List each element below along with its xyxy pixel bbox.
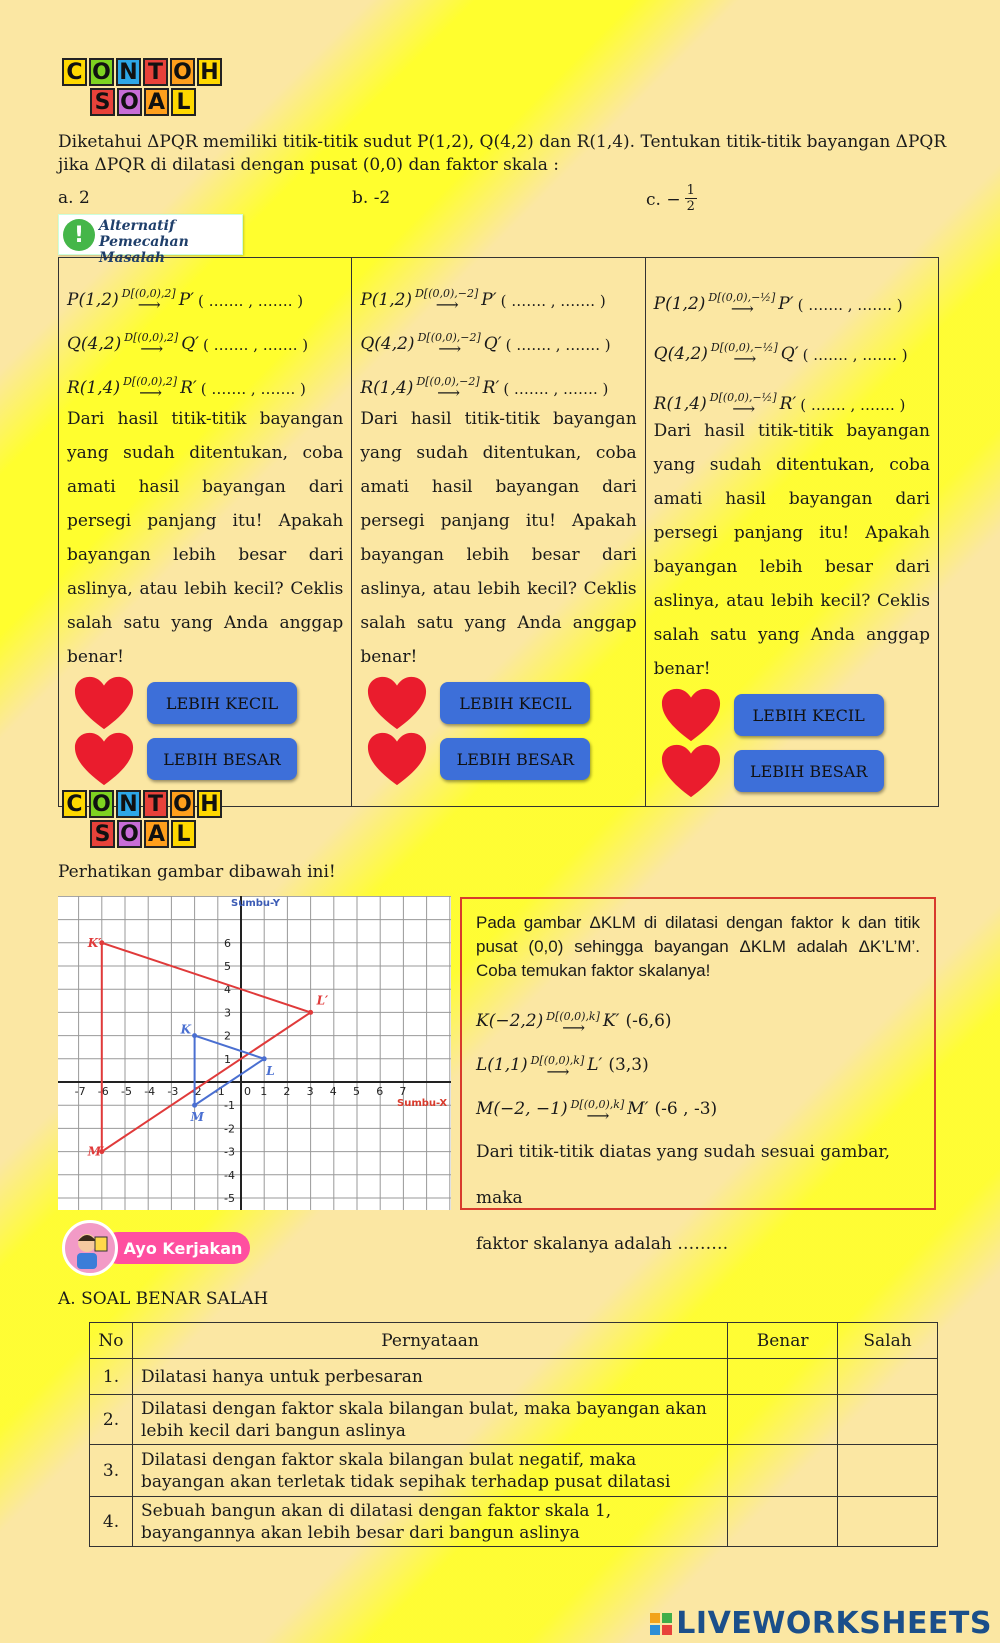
- option-a: a. 2: [58, 188, 90, 208]
- logo-tile: H: [197, 58, 222, 86]
- answer-blank[interactable]: ( ……. , ……. ): [200, 380, 306, 398]
- problem-1-text: [58, 131, 948, 177]
- mapping-row: [360, 266, 636, 314]
- lebih-kecil-button[interactable]: LEBIH KECIL: [147, 682, 297, 724]
- dilation-label: D[(0,0),−½]: [710, 341, 778, 354]
- lebih-besar-button[interactable]: LEBIH BESAR: [440, 738, 590, 780]
- answer-blank[interactable]: ( ……. , ……. ): [802, 346, 908, 364]
- mapping-row: [653, 266, 930, 318]
- option-c-prefix: c. −: [646, 190, 681, 210]
- instruction-paragraph: Dari hasil titik-titik bayangan yang sudah ditentukan, coba amati hasil bayangan dari persegi panjang itu! Apakah bayangan lebih besar dari aslinya, atau lebih kecil? Ceklis salah satu yang Anda anggap benar!: [360, 409, 637, 667]
- problem-2-tail: [476, 1129, 920, 1267]
- original-vertex: [262, 1056, 267, 1061]
- choice-bigger[interactable]: [67, 736, 343, 786]
- heart-icon: [73, 674, 135, 732]
- x-tick-label: 4: [329, 1085, 337, 1098]
- point-label-m: M: [190, 1110, 204, 1125]
- x-tick-label: 5: [353, 1085, 360, 1098]
- point-label-l-prime: L′: [316, 993, 329, 1008]
- image-value: (-6,6): [625, 1011, 672, 1031]
- dilation-label: D[(0,0),k]: [546, 1010, 600, 1023]
- logo-tile: O: [117, 820, 142, 848]
- fraction-numerator: 1: [686, 183, 695, 198]
- logo-tile: H: [197, 790, 222, 818]
- x-tick-label: 3: [306, 1085, 314, 1098]
- choice-smaller[interactable]: [360, 680, 636, 730]
- problem-2-intro: Perhatikan gambar dibawah ini!: [58, 862, 336, 882]
- salah-cell[interactable]: [838, 1359, 938, 1395]
- heart-icon: [660, 686, 722, 744]
- problem-2-box: [460, 897, 936, 1254]
- dilation-arrow: D[(0,0),2] ⟶: [123, 375, 178, 402]
- dilation-label: D[(0,0),−2]: [415, 287, 479, 300]
- y-tick-label: 6: [224, 936, 231, 950]
- alternatif-badge: [58, 214, 243, 266]
- mapping-row: [360, 310, 636, 358]
- mapping-row: [653, 364, 930, 418]
- fraction-denominator: 2: [686, 199, 695, 214]
- table-row: [90, 1359, 938, 1395]
- dilation-arrow: D[(0,0),2] ⟶: [121, 287, 176, 314]
- row-statement: Sebuah bangun akan di dilatasi dengan faktor skala 1, bayangannya akan lebih besar dari bangun aslinya: [132, 1497, 727, 1547]
- mapping-row: [360, 354, 636, 402]
- lebih-kecil-button[interactable]: LEBIH KECIL: [440, 682, 590, 724]
- logo-tile: S: [90, 820, 115, 848]
- choice-smaller[interactable]: [67, 680, 343, 730]
- source-point: P(1,2): [653, 294, 706, 314]
- dilation-arrow: D[(0,0),−½] ⟶: [710, 341, 778, 368]
- y-tick-label: 4: [224, 983, 231, 997]
- row-number: 1.: [90, 1359, 133, 1395]
- answer-blank[interactable]: ( ……. , ……. ): [500, 292, 606, 310]
- x-axis-label: Sumbu-X: [397, 1098, 448, 1109]
- exclamation-icon: !: [63, 219, 95, 251]
- image-point: R′: [180, 378, 197, 398]
- logo-tile: C: [62, 58, 87, 86]
- point-label-k-prime: K′: [87, 935, 102, 950]
- contoh-soal-logo: [62, 58, 232, 124]
- heart-icon: [366, 730, 428, 788]
- dilation-arrow: D[(0,0),k] ⟶: [546, 1010, 600, 1037]
- row-number: 2.: [90, 1395, 133, 1445]
- answer-blank[interactable]: ( ……. , ……. ): [198, 292, 304, 310]
- image-point: P′: [778, 294, 794, 314]
- y-tick-label: -1: [224, 1099, 235, 1113]
- image-point: P′: [178, 290, 195, 310]
- benar-cell[interactable]: [728, 1359, 838, 1395]
- dilation-arrow: D[(0,0),−2] ⟶: [416, 375, 480, 402]
- student-illustration: [65, 1223, 115, 1273]
- mapping-row: [476, 1077, 920, 1125]
- y-tick-label: -2: [224, 1122, 235, 1136]
- lebih-besar-button[interactable]: LEBIH BESAR: [147, 738, 297, 780]
- answer-blank[interactable]: ( ……. , ……. ): [203, 336, 309, 354]
- y-tick-label: 3: [224, 1006, 231, 1020]
- heart-icon: [660, 742, 722, 800]
- logo-tile: T: [143, 790, 168, 818]
- dilation-arrow: D[(0,0),−2] ⟶: [417, 331, 481, 358]
- header-benar: Benar: [728, 1323, 838, 1359]
- alternatif-line-2: Pemecahan Masalah: [99, 234, 189, 266]
- solution-column-a: [59, 258, 352, 807]
- ayo-kerjakan-label: Ayo Kerjakan: [102, 1232, 250, 1264]
- source-point: Q(4,2): [653, 344, 708, 364]
- benar-cell[interactable]: [728, 1445, 838, 1497]
- source-point: M(−2, −1): [476, 1099, 568, 1119]
- original-vertex: [192, 1033, 197, 1038]
- y-axis-label: Sumbu-Y: [231, 898, 280, 909]
- x-tick-label: -4: [144, 1085, 156, 1098]
- mapping-row: [67, 266, 343, 314]
- row-number: 3.: [90, 1445, 133, 1497]
- problem-1-line-2: jika ΔPQR di dilatasi dengan pusat (0,0) dan faktor skala :: [58, 155, 560, 175]
- section-a-title: A. SOAL BENAR SALAH: [58, 1289, 269, 1309]
- dilation-label: D[(0,0),2]: [121, 287, 176, 300]
- image-vertex: [308, 1010, 313, 1015]
- dilation-label: D[(0,0),k]: [530, 1054, 585, 1067]
- source-point: Q(4,2): [360, 334, 415, 354]
- salah-cell[interactable]: [838, 1497, 938, 1547]
- dilation-arrow: D[(0,0),2] ⟶: [124, 331, 179, 358]
- source-point: R(1,4): [67, 378, 121, 398]
- salah-cell[interactable]: [838, 1395, 938, 1445]
- benar-cell[interactable]: [728, 1395, 838, 1445]
- dilation-arrow: D[(0,0),k] ⟶: [530, 1054, 585, 1081]
- image-point: Q′: [483, 334, 502, 354]
- logo-tile: L: [171, 88, 196, 116]
- header-salah: Salah: [838, 1323, 938, 1359]
- logo-tile: S: [90, 88, 115, 116]
- header-no: No: [90, 1323, 133, 1359]
- logo-tile: O: [89, 58, 114, 86]
- coordinate-graph: [58, 896, 451, 1210]
- logo-tile: T: [143, 58, 168, 86]
- image-point: M′: [627, 1099, 649, 1119]
- dilation-label: D[(0,0),k]: [570, 1098, 625, 1111]
- answer-blank[interactable]: ( ……. , ……. ): [505, 336, 611, 354]
- image-point: K′: [602, 1011, 620, 1031]
- y-tick-label: 2: [224, 1029, 231, 1043]
- ayo-kerjakan-badge: [62, 1220, 252, 1276]
- logo-tile: O: [89, 790, 114, 818]
- dilation-arrow: D[(0,0),−2] ⟶: [415, 287, 479, 314]
- instruction-paragraph: Dari hasil titik-titik bayangan yang sudah ditentukan, coba amati hasil bayangan dari persegi panjang itu! Apakah bayangan lebih besar dari aslinya, atau lebih kecil? Ceklis salah satu yang Anda anggap benar!: [653, 421, 930, 679]
- contoh-soal-logo: [62, 790, 232, 856]
- option-b: b. -2: [352, 188, 391, 208]
- logo-tile: A: [144, 820, 169, 848]
- logo-tile: L: [171, 820, 196, 848]
- choice-bigger[interactable]: [654, 748, 930, 798]
- dilation-arrow: D[(0,0),k] ⟶: [570, 1098, 625, 1125]
- x-tick-label: 7: [399, 1085, 407, 1098]
- logo-tile: C: [62, 790, 87, 818]
- x-tick-label: -7: [74, 1085, 86, 1098]
- source-point: P(1,2): [67, 290, 119, 310]
- true-false-table: [89, 1322, 938, 1547]
- point-label-m-prime: M′: [87, 1144, 105, 1159]
- alternatif-line-1: Alternatif: [99, 218, 175, 234]
- point-label-l: L: [266, 1063, 275, 1078]
- table-header-row: [90, 1323, 938, 1359]
- image-point: L′: [587, 1055, 603, 1075]
- logo-tile: O: [170, 58, 195, 86]
- solution-column-b: [352, 258, 645, 807]
- x-tick-label: 2: [283, 1085, 291, 1098]
- heart-icon: [366, 674, 428, 732]
- source-point: Q(4,2): [67, 334, 122, 354]
- lebih-besar-button[interactable]: LEBIH BESAR: [734, 750, 884, 792]
- source-point: L(1,1): [476, 1055, 528, 1075]
- x-tick-label: -3: [167, 1085, 179, 1098]
- logo-tile: N: [116, 790, 141, 818]
- x-tick-label: 0: [244, 1085, 251, 1098]
- y-tick-label: 5: [224, 960, 231, 973]
- x-tick-label: -5: [121, 1085, 132, 1098]
- tail-line-2[interactable]: faktor skalanya adalah ………: [476, 1234, 729, 1254]
- logo-tile: O: [170, 790, 195, 818]
- image-point: R′: [482, 378, 500, 398]
- dilation-label: D[(0,0),−2]: [417, 331, 481, 344]
- student-avatar-icon: [62, 1220, 118, 1276]
- y-tick-label: 1: [224, 1052, 231, 1066]
- header-pernyataan: Pernyataan: [132, 1323, 727, 1359]
- source-point: K(−2,2): [476, 1011, 544, 1031]
- mapping-row: [476, 1033, 920, 1081]
- image-point: P′: [481, 290, 497, 310]
- logo-tile: O: [117, 88, 142, 116]
- dilation-arrow: D[(0,0),−½] ⟶: [708, 291, 776, 318]
- image-point: Q′: [181, 334, 200, 354]
- x-tick-label: -2: [190, 1085, 202, 1098]
- table-row: [90, 1497, 938, 1547]
- row-number: 4.: [90, 1497, 133, 1547]
- graph-svg: [58, 896, 451, 1210]
- brand-name: LIVEWORKSHEETS: [676, 1606, 992, 1641]
- x-tick-label: 6: [376, 1085, 384, 1098]
- choice-bigger[interactable]: [360, 736, 636, 786]
- dilation-label: D[(0,0),−½]: [709, 391, 777, 404]
- y-tick-label: -5: [224, 1192, 235, 1205]
- solution-column-c: [645, 258, 938, 807]
- row-statement: Dilatasi dengan faktor skala bilangan bulat negatif, maka bayangan akan terletak tidak sepihak terhadap pusat dilatasi: [132, 1445, 727, 1497]
- option-c: [646, 183, 697, 214]
- original-vertex: [192, 1103, 197, 1108]
- benar-cell[interactable]: [728, 1497, 838, 1547]
- image-triangle: [102, 943, 311, 1152]
- image-value: (-6 , -3): [654, 1099, 718, 1119]
- x-tick-label: -1: [213, 1085, 225, 1098]
- logo-tile: N: [116, 58, 141, 86]
- answer-blank[interactable]: ( ……. , ……. ): [797, 296, 903, 314]
- mapping-row: [476, 989, 920, 1037]
- table-row: [90, 1445, 938, 1497]
- mapping-row: [67, 310, 343, 358]
- table-row: [90, 1395, 938, 1445]
- heart-icon: [73, 730, 135, 788]
- dilation-label: D[(0,0),2]: [124, 331, 179, 344]
- dilation-label: D[(0,0),2]: [123, 375, 178, 388]
- source-point: R(1,4): [360, 378, 414, 398]
- point-label-k: K: [180, 1022, 192, 1037]
- salah-cell[interactable]: [838, 1445, 938, 1497]
- source-point: P(1,2): [360, 290, 413, 310]
- y-tick-label: -3: [224, 1145, 235, 1159]
- problem-2-text: Pada gambar ΔKLM di dilatasi dengan faktor k dan titik pusat (0,0) sehingga bayangan ΔKLM adalah ΔK’L’M’. Coba temukan faktor skalanya!: [476, 913, 920, 980]
- x-tick-label: -6: [97, 1085, 109, 1098]
- dilation-arrow: D[(0,0),−½] ⟶: [709, 391, 777, 418]
- original-triangle: [195, 1036, 268, 1106]
- tail-line-1: Dari titik-titik diatas yang sudah sesuai gambar, maka: [476, 1142, 891, 1208]
- choice-smaller[interactable]: [654, 692, 930, 742]
- row-statement: Dilatasi hanya untuk perbesaran: [132, 1359, 727, 1395]
- lebih-kecil-button[interactable]: LEBIH KECIL: [734, 694, 884, 736]
- dilation-label: D[(0,0),−2]: [416, 375, 480, 388]
- x-tick-label: 1: [260, 1085, 268, 1098]
- option-c-fraction: [685, 183, 697, 214]
- image-point: R′: [779, 394, 797, 414]
- logo-tile: A: [144, 88, 169, 116]
- image-point: Q′: [780, 344, 799, 364]
- mapping-row: [67, 354, 343, 402]
- mapping-row: [653, 314, 930, 368]
- problem-1-line-1: Diketahui ΔPQR memiliki titik-titik sudut P(1,2), Q(4,2) dan R(1,4). Tentukan titik-titik bayangan ΔPQR: [58, 132, 947, 152]
- dilation-label: D[(0,0),−½]: [708, 291, 776, 304]
- y-tick-label: -4: [224, 1168, 235, 1182]
- image-value: (3,3): [608, 1055, 649, 1075]
- row-statement: Dilatasi dengan faktor skala bilangan bulat, maka bayangan akan lebih kecil dari bangun aslinya: [132, 1395, 727, 1445]
- answer-blank[interactable]: ( ……. , ……. ): [503, 380, 609, 398]
- solution-table: [58, 257, 939, 807]
- answer-blank[interactable]: ( ……. , ……. ): [800, 396, 906, 414]
- source-point: R(1,4): [653, 394, 707, 414]
- liveworksheets-logo: [650, 1606, 992, 1641]
- instruction-paragraph: Dari hasil titik-titik bayangan yang sudah ditentukan, coba amati hasil bayangan dari persegi panjang itu! Apakah bayangan lebih besar dari aslinya, atau lebih kecil? Ceklis salah satu yang Anda anggap benar!: [67, 409, 344, 667]
- brand-squares-icon: [650, 1613, 672, 1635]
